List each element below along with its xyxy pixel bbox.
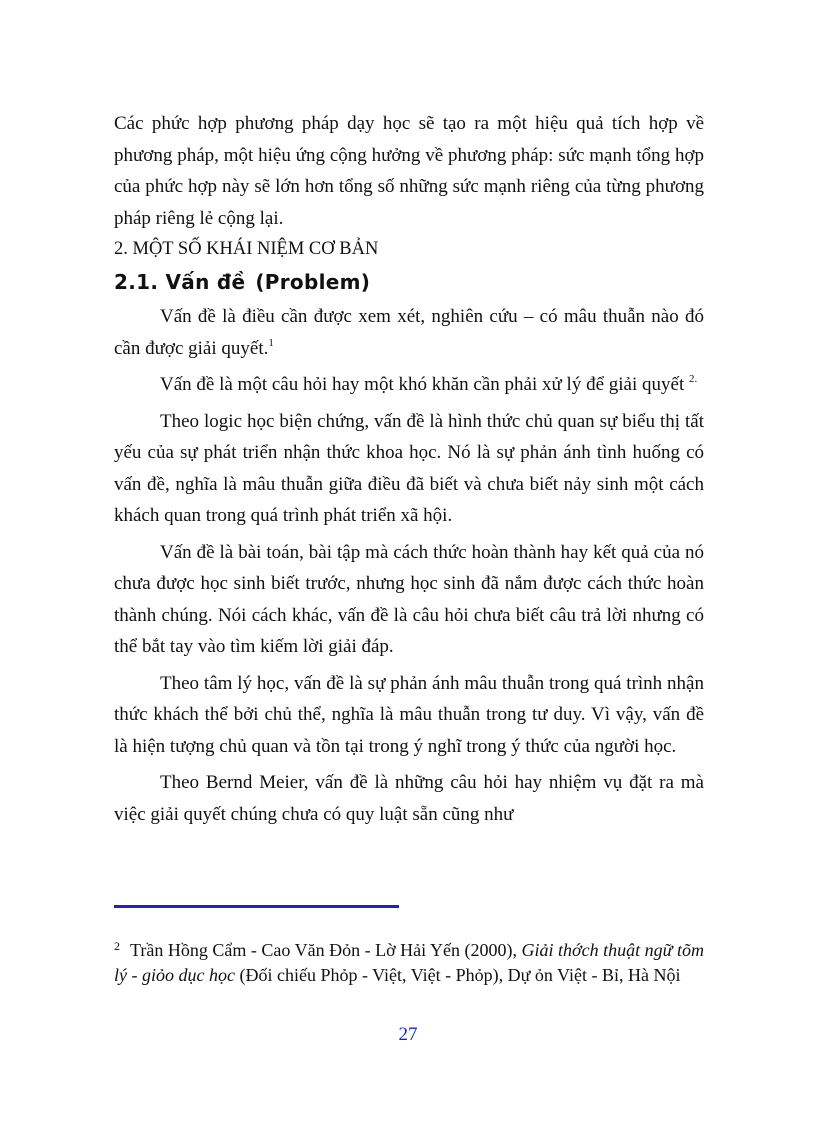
subheading-english: (Problem): [255, 270, 371, 294]
section-heading: 2. MỘT SỐ KHÁI NIỆM CƠ BẢN: [114, 239, 379, 259]
footnote-rest: (Đối chiếu Phỏp - Việt, Việt - Phỏp), Dự ỏn Việt - Bỉ, Hà Nội: [239, 965, 681, 985]
subheading: [114, 265, 704, 299]
subheading-title: 2.1. Vấn đề: [114, 270, 246, 294]
footnote-separator: [114, 905, 399, 908]
paragraph-3: Theo logic học biện chứng, vấn đề là hình thức chủ quan sự biểu thị tất yếu của sự phát triển nhận thức khoa học. Nó là sự phản ánh tình huống có vấn đề, nghĩa là mâu thuẫn giữa điều đã biết và chưa biết nảy sinh một cách khách quan trong quá trình phát triển xã hội.: [114, 410, 704, 526]
paragraph-1-text: Vấn đề là điều cần được xem xét, nghiên cứu – có mâu thuẫn nào đó cần được giải quyết.: [114, 306, 704, 359]
footnote: [114, 938, 704, 988]
footnote-mark: 2: [114, 939, 120, 953]
page-body: [114, 108, 704, 830]
footnote-title: Giải thớch thuật ngữ tõm lý - giỏo dục học: [114, 940, 704, 985]
footnote-ref-2: 2.: [688, 373, 698, 385]
paragraph-5: Theo tâm lý học, vấn đề là sự phản ánh mâu thuẫn trong quá trình nhận thức khách thể bởi chủ thể, nghĩa là mâu thuẫn trong tư duy. Vì vậy, vấn đề là hiện tượng chủ quan và tồn tại trong ý nghĩ trong ý thức của người học.: [114, 672, 704, 757]
intro-paragraph: Các phức hợp phương pháp dạy học sẽ tạo ra một hiệu quả tích hợp về phương pháp, một hiệu ứng cộng hưởng về phương pháp: sức mạnh tổng hợp của phức hợp này sẽ lớn hơn tổng số những sức mạnh riêng của từng phương pháp riêng lẻ cộng lại.: [114, 113, 704, 229]
paragraph-4: Vấn đề là bài toán, bài tập mà cách thức hoàn thành hay kết quả của nó chưa được học sinh biết trước, nhưng học sinh đã nắm được cách thức hoàn thành chúng. Nói cách khác, vấn đề là câu hỏi chưa biết câu trả lời nhưng có thể bắt tay vào tìm kiếm lời giải đáp.: [114, 541, 704, 657]
paragraph-1: [114, 301, 704, 364]
paragraph-6: Theo Bernd Meier, vấn đề là những câu hỏi hay nhiệm vụ đặt ra mà việc giải quyết chúng chưa có quy luật sẵn cũng như: [114, 772, 704, 825]
footnote-ref-1: 1: [268, 336, 274, 349]
footnote-authors: Trần Hồng Cẩm - Cao Văn Đỏn - Lờ Hải Yến (2000),: [130, 940, 517, 960]
paragraph-2-text: Vấn đề là một câu hỏi hay một khó khăn cần phải xử lý để giải quyết: [160, 374, 685, 395]
paragraph-2: [114, 369, 704, 401]
page-number: 27: [398, 1024, 418, 1045]
